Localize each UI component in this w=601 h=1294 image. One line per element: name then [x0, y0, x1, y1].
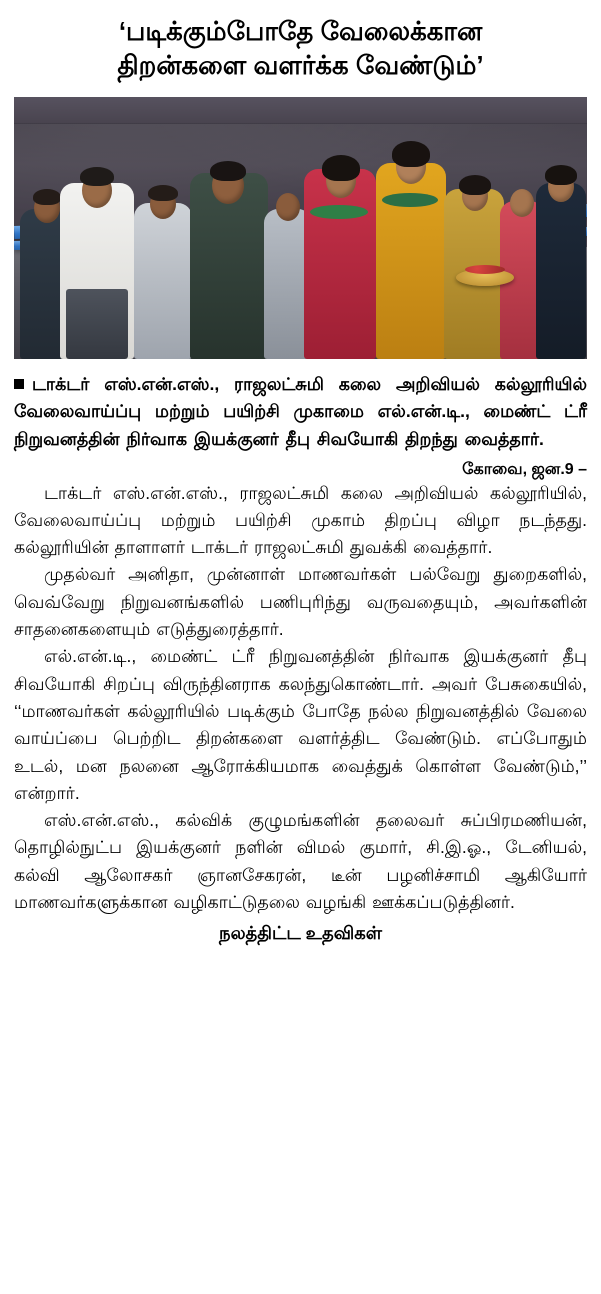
- article-body: [14, 480, 587, 917]
- photo-person-main-1-hair: [80, 167, 114, 186]
- dateline: கோவை, ஜன.9 –: [462, 460, 587, 478]
- next-article-subhead: நலத்திட்ட உதவிகள்: [219, 923, 382, 944]
- article-paragraph: முதல்வர் அனிதா, முன்னாள் மாணவர்கள் பல்வேறு துறைகளில், வெவ்வேறு நிறுவனங்களில் பணிபுரிந்து வருவதையும், அவர்களின் சாதனைகளையும் எடுத்துரைத்தார்.: [14, 564, 587, 640]
- photo-person-main-6-hair: [392, 141, 430, 167]
- photo-person-back-1-hair: [33, 189, 61, 205]
- photo-person-main-9: [536, 183, 586, 359]
- photo-person-main-5-shawl: [310, 205, 368, 219]
- photo-person-main-6-shawl: [382, 193, 438, 207]
- headline-line-1: ‘படிக்கும்போதே வேலைக்கான: [118, 16, 483, 46]
- photo-person-main-5-hair: [322, 155, 360, 181]
- photo-person-main-2: [134, 203, 192, 359]
- photo-scene: [14, 97, 587, 359]
- article-paragraph: டாக்டர் எஸ்.என்.எஸ்., ராஜலட்சுமி கலை அறிவியல் கல்லூரியில், வேலைவாய்ப்பு மற்றும் பயிற்சி முகாம் திறப்பு விழா நடந்தது. கல்லூரியின் தாளாளர் டாக்டர் ராஜலட்சுமி துவக்கி வைத்தார்.: [14, 482, 587, 558]
- bullet-square-icon: [14, 379, 24, 389]
- article-paragraph: எஸ்.என்.எஸ்., கல்விக் குழுமங்களின் தலைவர் சுப்பிரமணியன், தொழில்நுட்ப இயக்குனர் நளின் விமல் குமார், சி.இ.ஓ., டேனியல், கல்வி ஆலோசகர் ஞானசேகரன், டீன் பழனிச்சாமி ஆகியோர் மாணவர்களுக்கான வழிகாட்டுதலை வழங்கி ஊக்கப்படுத்தினர்.: [14, 810, 587, 912]
- page-title: [14, 14, 587, 83]
- newspaper-page: [0, 14, 601, 1294]
- photo-person-main-4-head: [276, 193, 300, 221]
- article-paragraph: எல்.என்.டி., மைண்ட் ட்ரீ நிறுவனத்தின் நிர்வாக இயக்குனர் தீபு சிவயோகி சிறப்பு விருந்தினராக கலந்துகொண்டார். அவர் பேசுகையில், ‘‘மாணவர்கள் கல்லூரியில் படிக்கும் போதே நல்ல நிறுவனத்தில் வேலை வாய்ப்பை பெற்றிட திறன்களை வளர்த்திட வேண்டும். எப்போதும் உடல், மன நலனை ஆரோக்கியமாக வைத்துக் கொள்ள வேண்டும்,’’ என்றார்.: [14, 646, 587, 803]
- photo-person-main-9-hair: [545, 165, 577, 185]
- photo-person-main-2-hair: [148, 185, 178, 201]
- article-photo: [14, 97, 587, 359]
- headline-line-2: திறன்களை வளர்க்க வேண்டும்’: [117, 50, 484, 81]
- photo-person-main-8-head: [510, 189, 534, 217]
- article-lede-text: டாக்டர் எஸ்.என்.எஸ்., ராஜலட்சுமி கலை அறிவியல் கல்லூரியில் வேலைவாய்ப்பு மற்றும் பயிற்சி முகாமை எல்.என்.டி., மைண்ட் ட்ரீ நிறுவனத்தின் நிர்வாக இயக்குனர் தீபு சிவயோகி திறந்து வைத்தார்.: [14, 373, 587, 449]
- photo-stage-banner: [14, 97, 587, 124]
- photo-person-main-7-hair: [459, 175, 491, 195]
- photo-person-main-3-hair: [210, 161, 246, 181]
- photo-person-main-1-trousers: [66, 289, 128, 359]
- article-lede: [14, 371, 587, 454]
- photo-offering-plate-items: [465, 265, 505, 274]
